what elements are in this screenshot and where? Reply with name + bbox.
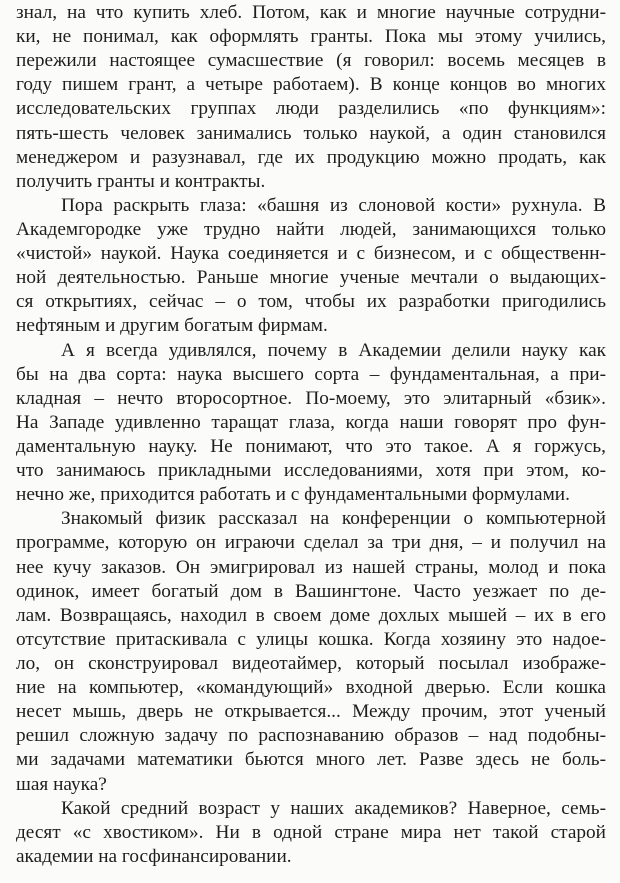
text-line: шая наука? [16,773,107,795]
text-line: Пора раскрыть глаза: «башня из слоновой кости» рухнула. В [61,194,606,216]
text-line: пять-шесть человек занимались только наукой, а один становился [16,122,606,144]
text-line: несет мышь, дверь не открывается... Между прочим, этот ученый [16,701,606,723]
text-line: кладная – нечто второсортное. По-моему, это элитарный «бзик». [16,387,606,409]
text-line: лам. Возвращаясь, находил в своем доме дохлых мышей – их в его [16,604,606,626]
text-line: пережили настоящее сумасшествие (я говорил: восемь месяцев в [16,50,606,72]
text-line: ной деятельностью. Раньше многие ученые мечтали о выдающих- [16,267,606,289]
text-line: ки, не понимал, как оформлять гранты. Пока мы этому учились, [16,26,606,48]
text-line: менеджером и разузнавал, где их продукцию можно продать, как [16,146,606,168]
text-line: ся открытиях, сейчас – о том, чтобы их разработки пригодились [16,291,606,313]
text-line: нее кучу заказов. Он эмигрировал из нашей страны, молод и пока [16,556,606,578]
text-line: одинок, имеет богатый дом в Вашингтоне. Часто уезжает по де- [16,580,606,602]
text-line: Академгородке уже трудно найти людей, занимающихся только [16,218,606,240]
document-body [16,1,606,869]
text-line: исследовательских группах люди разделились «по функциям»: [16,98,606,120]
text-line: решил сложную задачу по распознаванию образов – над подобны- [16,725,606,747]
text-line: ми задачами математики бьются много лет. Разве здесь не боль- [16,749,606,771]
text-line: бы на два сорта: наука высшего сорта – фундаментальная, а при- [16,363,606,385]
text-line: ло, он сконструировал видеотаймер, который посылал изображе- [16,652,606,674]
text-line: знал, на что купить хлеб. Потом, как и многие научные сотрудни- [16,2,606,23]
text-line: Какой средний возраст у наших академиков? Наверное, семь- [61,797,606,819]
text-line: На Западе удивленно таращат глаза, когда наши говорят про фун- [16,411,606,433]
text-line: году пишем грант, а четыре работаем). В конце концов во многих [16,74,606,96]
text-line: А я всегда удивлялся, почему в Академии делили науку как [61,339,606,361]
text-line: программе, которую он играючи сделал за три дня, – и получил на [16,532,606,554]
text-line: академии на госфинансировании. [16,845,292,867]
document-page [0,1,620,883]
text-line: «чистой» наукой. Наука соединяется и с бизнесом, и с общественн- [16,243,606,265]
text-line: даментальную науку. Не понимают, что это такое. А я горжусь, [16,435,606,457]
text-line: отсутствие притаскивала с улицы кошка. Когда хозяину это надое- [16,628,606,650]
text-line: Знакомый физик рассказал на конференции о компьютерной [61,508,606,530]
text-line: нефтяным и другим богатым фирмам. [16,315,328,337]
text-line: ние на компьютер, «командующий» входной дверью. Если кошка [16,677,606,699]
text-line: получить гранты и контракты. [16,170,266,192]
text-line: нечно же, приходится работать и с фундаментальными формулами. [16,484,570,506]
text-line: что занимаюсь прикладными исследованиями, хотя при этом, ко- [16,460,606,482]
text-line: десят «с хвостиком». Ни в одной стране мира нет такой старой [16,821,606,843]
